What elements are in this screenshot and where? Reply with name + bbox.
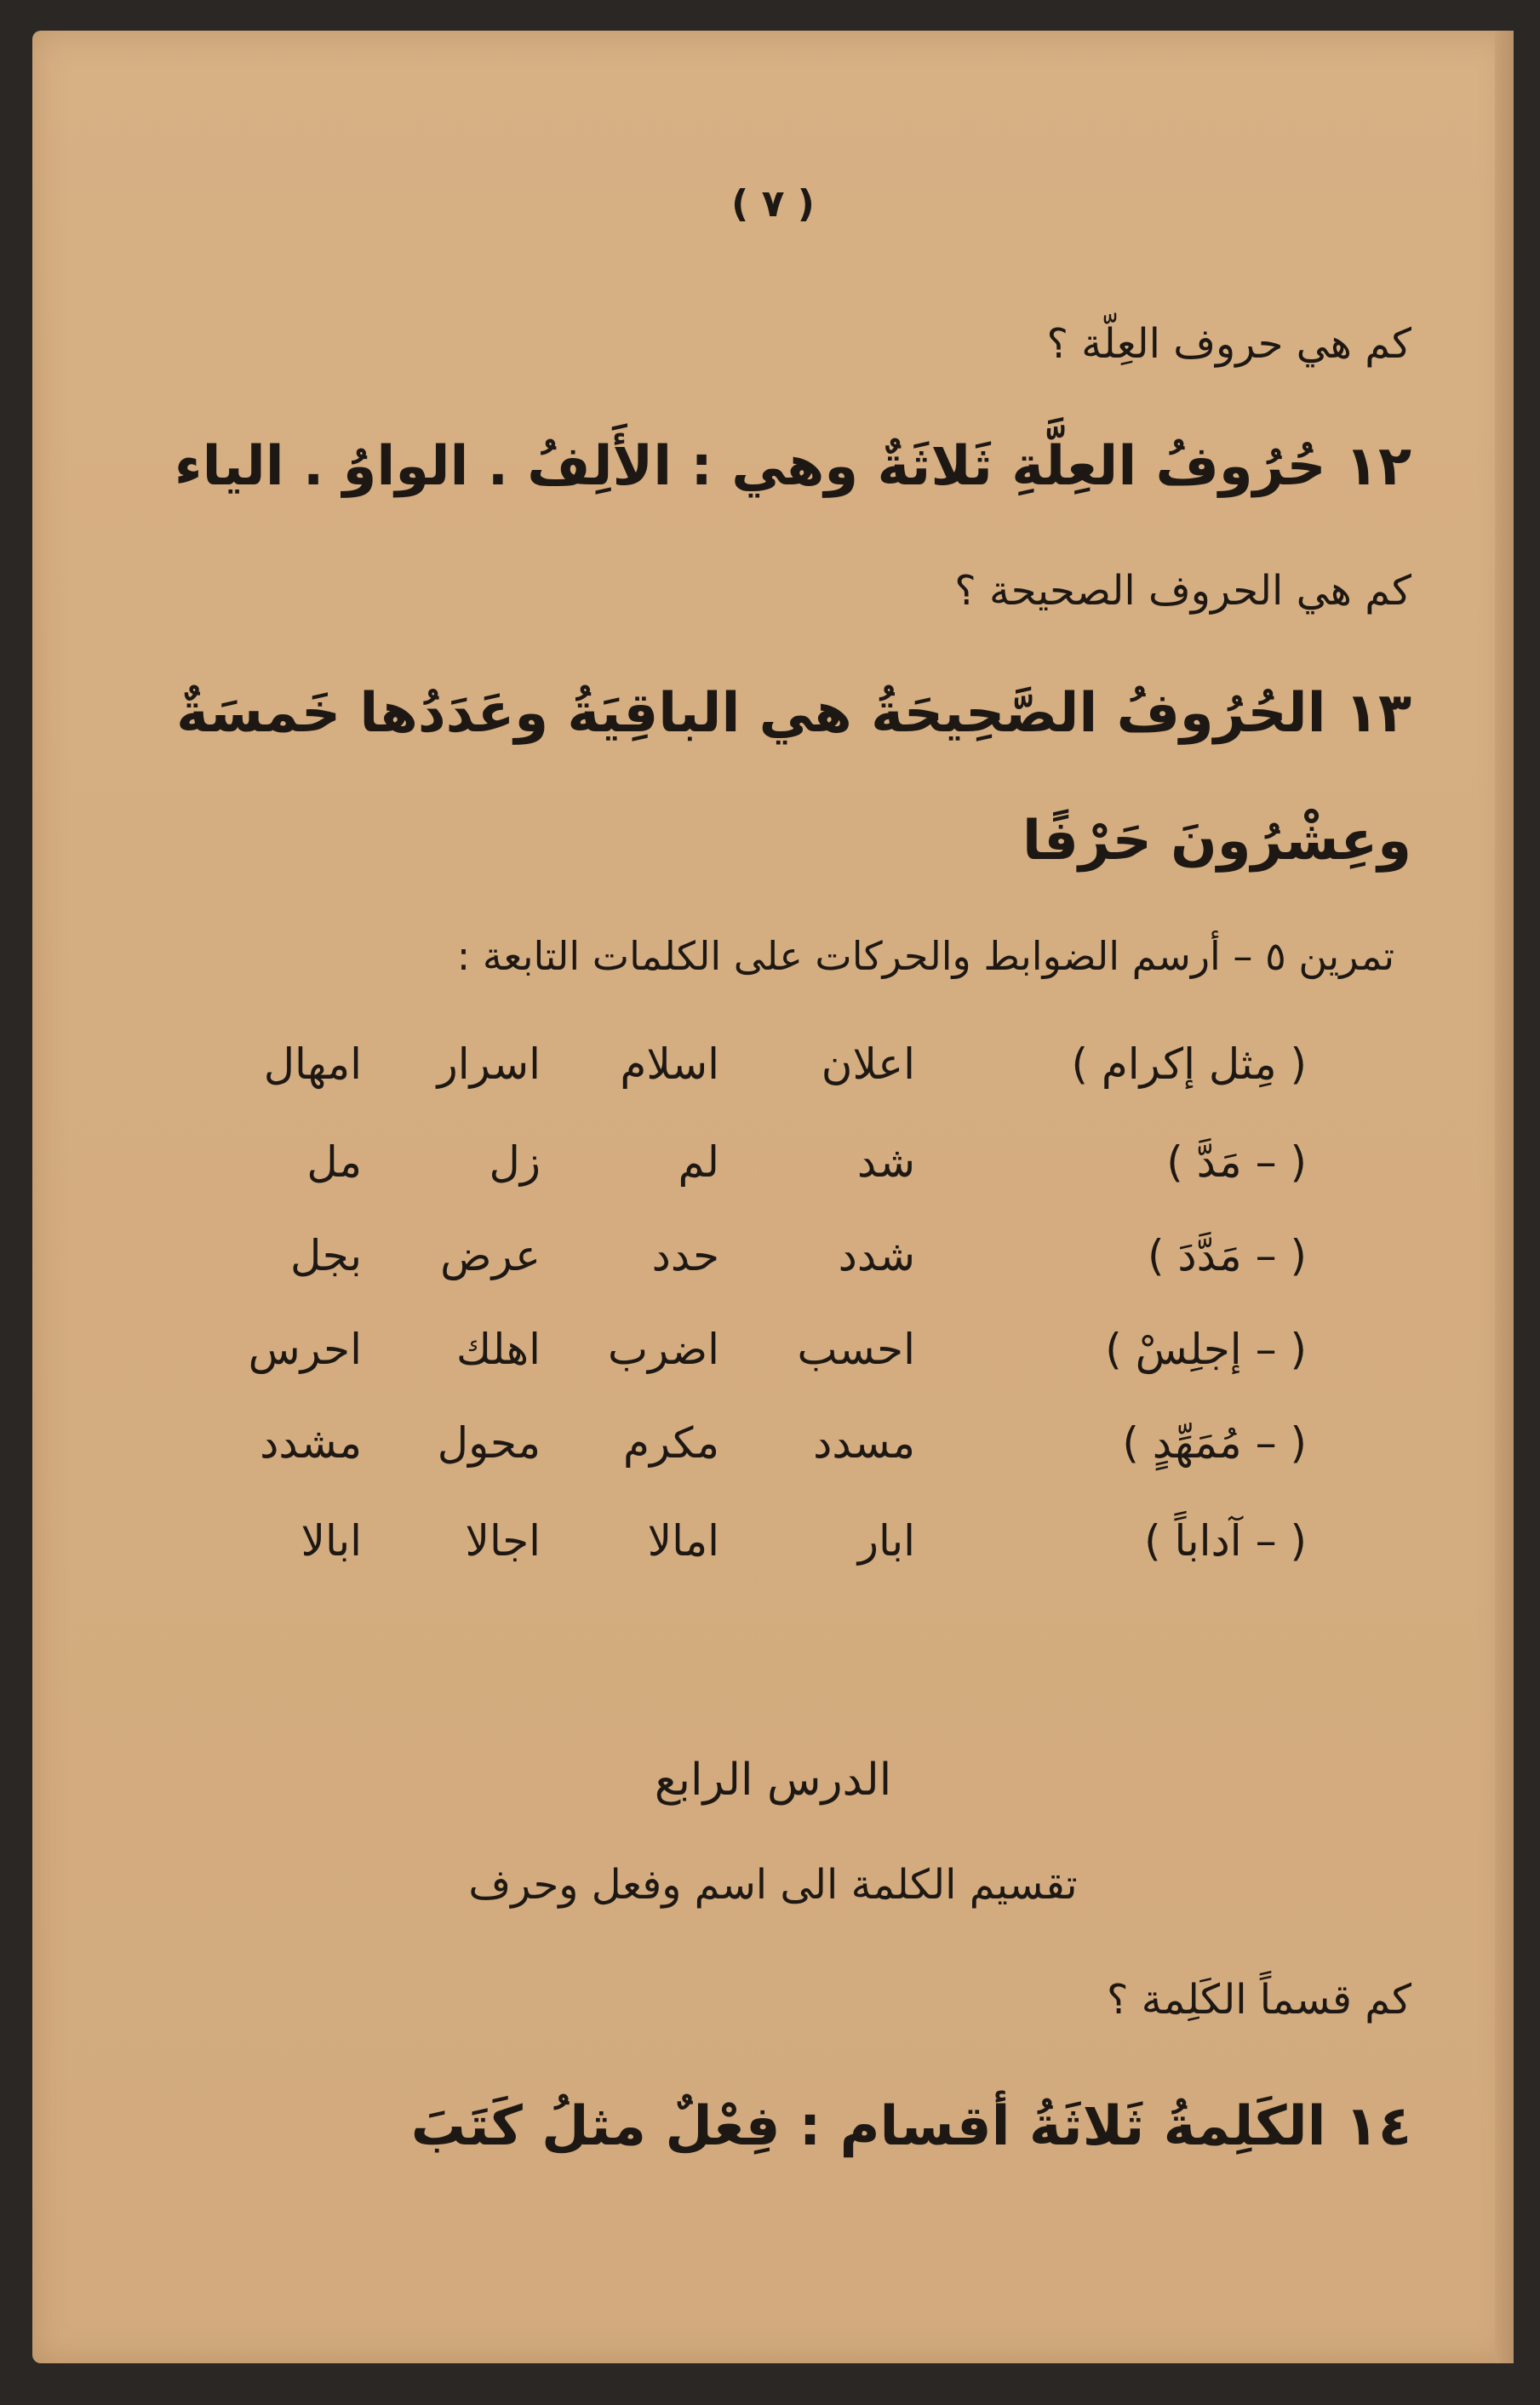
exercise-example: ( مِثل إكرام ) <box>1071 1039 1307 1089</box>
page-spine <box>1495 31 1514 2363</box>
exercise-title: تمرين ٥ – أرسم الضوابط والحركات على الكلمات التابعة : <box>456 933 1394 979</box>
exercise-example: ( – إجلِسْ ) <box>1105 1325 1307 1374</box>
exercise-word: محول <box>437 1418 541 1468</box>
exercise-word: مسدد <box>813 1418 915 1468</box>
lesson-subtitle: تقسيم الكلمة الى اسم وفعل وحرف <box>468 1861 1078 1909</box>
exercise-word: امهال <box>263 1039 362 1089</box>
exercise-example: ( – آداباً ) <box>1144 1516 1307 1566</box>
page-number: ( ٧ ) <box>731 182 815 226</box>
answer-13-line-1: ١٣ الحُرُوفُ الصَّحِيحَةُ هي الباقِيَةُ وعَدَدُها خَمسَةٌ <box>176 682 1411 745</box>
exercise-word: زل <box>489 1137 541 1187</box>
answer-12: ١٢ حُرُوفُ العِلَّةِ ثَلاثَةٌ وهي : الأَلِفُ . الواوُ . الياء <box>174 435 1411 498</box>
exercise-word: احرس <box>248 1325 362 1374</box>
exercise-word: مكرم <box>623 1418 719 1468</box>
exercise-word: مل <box>306 1137 362 1187</box>
exercise-example: ( – مَدَّ ) <box>1166 1137 1307 1187</box>
exercise-word: اهلك <box>456 1325 541 1374</box>
exercise-word: اجالا <box>465 1516 541 1566</box>
book-page <box>32 31 1514 2363</box>
exercise-word: مشدد <box>260 1418 362 1468</box>
exercise-row <box>157 1137 1307 1205</box>
question-13: كم هي الحروف الصحيحة ؟ <box>954 567 1411 615</box>
exercise-word: اضرب <box>607 1325 719 1374</box>
question-12: كم هي حروف العِلّة ؟ <box>1046 320 1411 368</box>
exercise-word: عرض <box>440 1231 541 1280</box>
exercise-word: شد <box>856 1137 915 1187</box>
exercise-example: ( – مَدَّدَ ) <box>1148 1231 1307 1280</box>
exercise-row <box>157 1231 1307 1299</box>
exercise-word: شدد <box>838 1231 915 1280</box>
exercise-row <box>157 1516 1307 1584</box>
exercise-row <box>157 1039 1307 1108</box>
exercise-example: ( – مُمَهِّدٍ ) <box>1122 1418 1307 1468</box>
exercise-word: اسلام <box>620 1039 719 1089</box>
exercise-word: ابار <box>857 1516 915 1566</box>
exercise-word: حدد <box>651 1231 719 1280</box>
exercise-word: اعلان <box>821 1039 915 1089</box>
exercise-word: امالا <box>647 1516 719 1566</box>
exercise-word: احسب <box>797 1325 915 1374</box>
question-14: كم قسماً الكَلِمة ؟ <box>1106 1976 1411 2024</box>
exercise-word: ابالا <box>301 1516 362 1566</box>
answer-14: ١٤ الكَلِمةُ ثَلاثَةُ أقسام : فِعْلٌ مثلُ كَتَبَ <box>410 2095 1411 2158</box>
exercise-word: اسرار <box>437 1039 541 1089</box>
exercise-word: لم <box>678 1137 719 1187</box>
exercise-row <box>157 1325 1307 1393</box>
answer-13-line-2: وعِشْرُونَ حَرْفًا <box>1022 810 1411 873</box>
lesson-title: الدرس الرابع <box>654 1755 892 1806</box>
exercise-row <box>157 1418 1307 1486</box>
exercise-word: بجل <box>289 1231 362 1280</box>
